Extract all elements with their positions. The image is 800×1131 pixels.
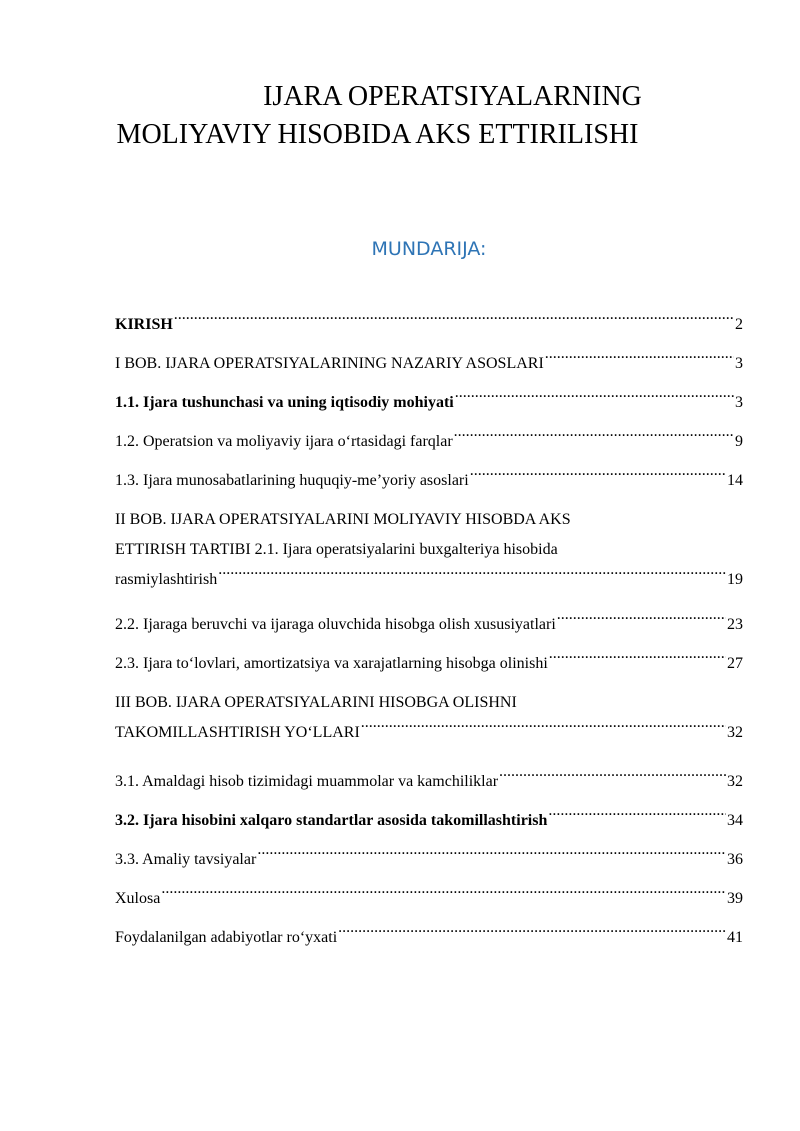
toc-entry[interactable] — [115, 884, 743, 914]
toc-entry[interactable] — [115, 923, 743, 953]
document-title-line-2: MOLIYAVIY HISOBIDA AKS ETTIRILISHI — [116, 119, 639, 150]
toc-page-number: 23 — [727, 616, 743, 633]
toc-dot-leader — [257, 846, 726, 864]
toc-dot-leader — [454, 428, 734, 446]
toc-entry[interactable] — [115, 610, 743, 640]
toc-dot-leader — [161, 885, 726, 903]
toc-dot-leader — [218, 566, 726, 584]
toc-entry[interactable] — [115, 845, 743, 875]
toc-page-number: 39 — [727, 890, 743, 907]
toc-entry-label-line: ETTIRISH TARTIBI 2.1. Ijara operatsiyalarini buxgalteriya hisobida — [115, 541, 558, 558]
toc-page-number: 36 — [727, 851, 743, 868]
document-title — [0, 78, 800, 154]
toc-dot-leader — [174, 311, 734, 329]
toc-entry[interactable] — [115, 649, 743, 679]
toc-page-number: 32 — [727, 724, 743, 741]
document-title-line-1: IJARA OPERATSIYALARNING — [263, 81, 642, 112]
toc-entry-label: 3.2. Ijara hisobini xalqaro standartlar asosida takomillashtirish — [115, 812, 548, 829]
toc-page-number: 9 — [735, 433, 743, 450]
toc-entry-label: 1.3. Ijara munosabatlarining huquqiy-meʼyoriy asoslari — [115, 472, 469, 489]
toc-entry-label: I BOB. IJARA OPERATSIYALARINING NAZARIY ASOSLARI — [115, 355, 544, 372]
toc-entry[interactable] — [115, 349, 743, 379]
toc-dot-leader — [549, 650, 726, 668]
toc-entry-label: Xulosa — [115, 890, 161, 907]
toc-page-number: 41 — [727, 929, 743, 946]
toc-entry-label: 1.1. Ijara tushunchasi va uning iqtisodiy mohiyati — [115, 394, 454, 411]
toc-page-number: 34 — [727, 812, 743, 829]
toc-entry[interactable] — [115, 505, 743, 595]
toc-page-number: 3 — [735, 394, 743, 411]
toc-page-number: 3 — [735, 355, 743, 372]
toc-entry[interactable] — [115, 466, 743, 496]
toc-dot-leader — [548, 807, 726, 825]
toc-entry[interactable] — [115, 427, 743, 457]
toc-page-number: 2 — [735, 316, 743, 333]
toc-dot-leader — [455, 389, 734, 407]
toc-dot-leader — [557, 611, 726, 629]
toc-entry[interactable] — [115, 767, 743, 797]
toc-dot-leader — [470, 467, 726, 485]
toc-entry-label: 3.3. Amaliy tavsiyalar — [115, 851, 257, 868]
toc-dot-leader — [545, 350, 734, 368]
toc-entry-label-line: III BOB. IJARA OPERATSIYALARINI HISOBGA OLISHNI — [115, 694, 517, 711]
toc-page-number: 19 — [727, 571, 743, 588]
toc-page-number: 32 — [727, 773, 743, 790]
toc-entry-label: 2.2. Ijaraga beruvchi va ijaraga oluvchida hisobga olish xususiyatlari — [115, 616, 556, 633]
toc-heading: MUNDARIJA: — [371, 238, 487, 260]
toc-entry-label: 1.2. Operatsion va moliyaviy ijara oʻrtasidagi farqlar — [115, 433, 453, 450]
toc-page-number: 14 — [727, 472, 743, 489]
toc-entry[interactable] — [115, 806, 743, 836]
toc-entry[interactable] — [115, 388, 743, 418]
toc-entry-label: 3.1. Amaldagi hisob tizimidagi muammolar va kamchiliklar — [115, 773, 499, 790]
toc-entry[interactable] — [115, 310, 743, 340]
toc-dot-leader — [499, 768, 726, 786]
toc-entry[interactable] — [115, 688, 743, 748]
toc-entry-label: rasmiylashtirish — [115, 571, 218, 588]
toc-entry-label: TAKOMILLASHTIRISH YOʻLLARI — [115, 724, 360, 741]
toc-entry-label: Foydalanilgan adabiyotlar roʻyxati — [115, 929, 338, 946]
toc-dot-leader — [361, 719, 726, 737]
toc-page-number: 27 — [727, 655, 743, 672]
toc-dot-leader — [338, 924, 726, 942]
toc-entry-label: 2.3. Ijara toʻlovlari, amortizatsiya va xarajatlarning hisobga olinishi — [115, 655, 548, 672]
toc-entry-label: KIRISH — [115, 316, 173, 333]
toc-entry-label-line: II BOB. IJARA OPERATSIYALARINI MOLIYAVIY HISOBDA AKS — [115, 511, 571, 528]
